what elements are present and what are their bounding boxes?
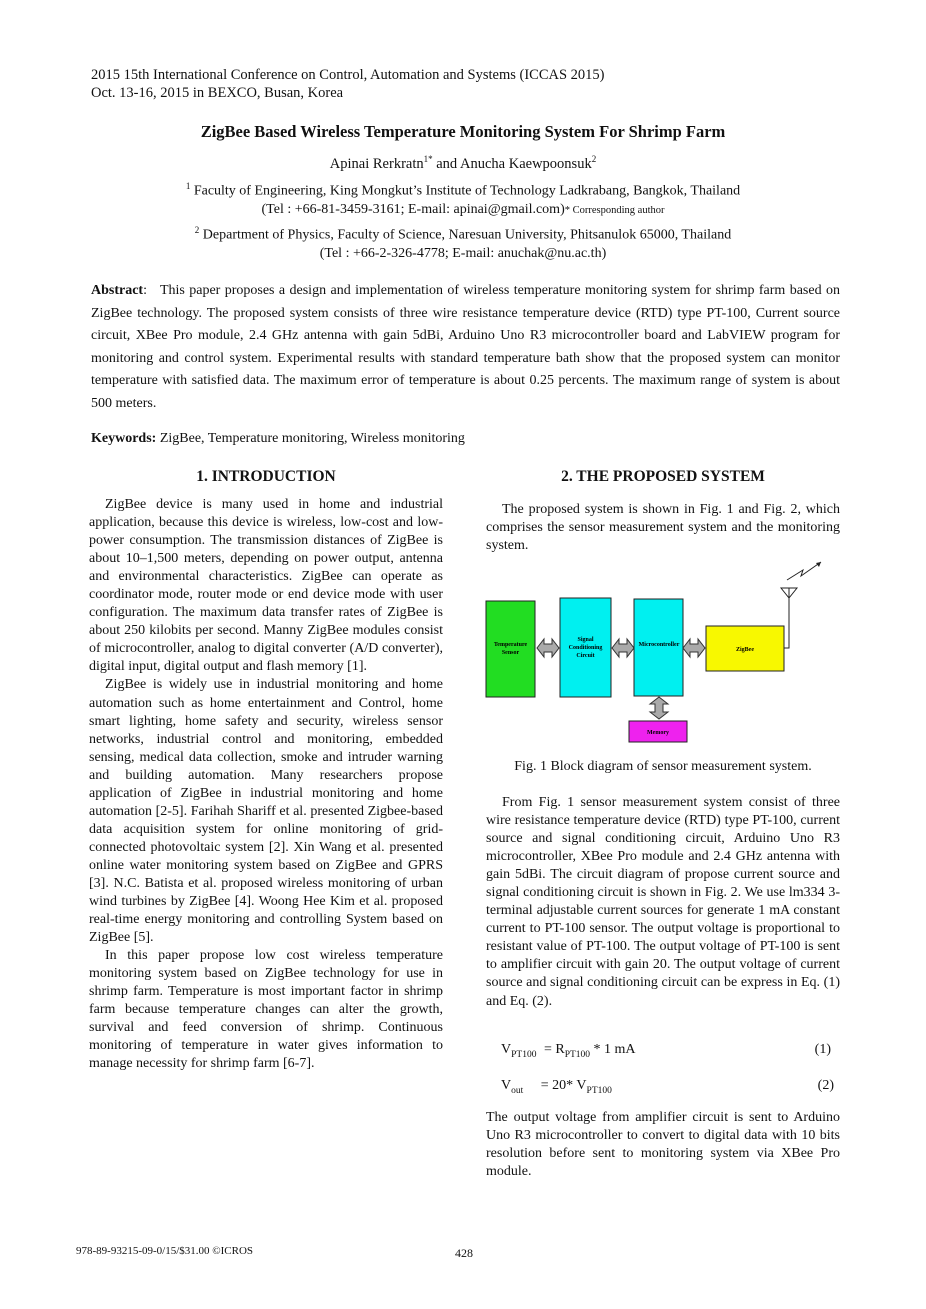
- double-arrow-2: [612, 639, 634, 657]
- section-2-paragraph-1: [486, 501, 840, 555]
- affiliation-2-contact: (Tel : +66-2-326-4778; E-mail: anuchak@nu.ac.th): [319, 245, 607, 261]
- microcontroller-label: Microcontroller: [638, 642, 680, 648]
- proposed-paragraph-1: The proposed system is shown in Fig. 1 and Fig. 2, which comprises the sensor measurement system and the monitoring system.: [486, 502, 840, 554]
- eq2-lhs-sub: out: [511, 1085, 524, 1096]
- abstract-text: : This paper proposes a design and implementation of wireless temperature monitoring system for shrimp farm based on ZigBee technology. The proposed system consists of three wire resistance temperature device (RTD) type PT-100, Current source circuit, XBee Pro module, 2.4 GHz antenna with gain 5dBi, Arduino Uno R3 microcontroller board and LabVIEW program for monitoring and control system. Experimental results with standard temperature bath show that the proposed system can monitor temperature with satisfied data. The maximum error of temperature is about 0.25 percents. The maximum range of system is about 500 meters.: [91, 283, 844, 411]
- section-1-body: [89, 496, 443, 1074]
- intro-paragraph-2: ZigBee is widely use in industrial monitoring and home automation such as home entertainment and Control, home smart lighting, home safety and security, wireless sensor networks, industrial control and monitoring, embedded sensing, medical data collection, smoke and intruder warning and building automation. Many researchers propose application of ZigBee in industrial monitoring and home automation [2-5]. Farihah Shariff et al. presented Zigbee-based data acquisition system for online monitoring of grid-connected photovoltaic system [2]. Xin Wang et al. presented online water monitoring system based on ZigBee and GPRS [3]. N.C. Batista et al. proposed wireless monitoring of urban wind turbines by ZigBee [4]. Woong Hee Kim et al. proposed real-time energy monitoring and controlling System based on ZigBee [5].: [89, 677, 443, 946]
- page-number: 428: [455, 1246, 473, 1260]
- conference-line-1: 2015 15th International Conference on Control, Automation and Systems (ICCAS 2015): [91, 67, 605, 83]
- eq1-mid: = R: [543, 1042, 565, 1057]
- eq1-rhs: * 1 mA: [590, 1042, 636, 1057]
- double-arrow-1: [537, 639, 559, 657]
- section-2-paragraph-3: [486, 1109, 840, 1181]
- corresponding-author-note: * Corresponding author: [564, 205, 665, 217]
- affiliation-1: [0, 177, 926, 201]
- figure-1-caption: Fig. 1 Block diagram of sensor measurement system.: [514, 759, 812, 774]
- temperature-sensor-block: [486, 601, 535, 697]
- keywords-label: Keywords:: [91, 431, 157, 446]
- intro-paragraph-1: ZigBee device is many used in home and industrial application, because this device is wireless, low-cost and low-power consumption. The transmission distances of ZigBee is about 10–1,500 meters, depending on power output, antenna and environmental characteristics. ZigBee can operate as coordinator mode, router mode or end device mode with user configuration. The maximum data transfer rates of ZigBee is about 250 kilobits per second. Manny ZigBee modules consist of microcontroller, analog to digital converter (A/D converter), digital input, digital output and flash memory [1].: [89, 497, 443, 675]
- eq1-lhs-sub: PT100: [511, 1049, 537, 1060]
- paper-title: ZigBee Based Wireless Temperature Monitoring System For Shrimp Farm: [200, 122, 726, 141]
- intro-paragraph-3: In this paper propose low cost wireless temperature monitoring system based on ZigBee technology for use in shrimp farm. Temperature is most important factor in shrimp farm because temperature changes can alter the growth, survival and feed conversion of shrimp. Continuous monitoring of temperature in water gives information to manage necessity for shrimp farm [6-7].: [89, 948, 443, 1072]
- abstract: [91, 280, 844, 416]
- section-2-paragraph-2: [486, 794, 840, 1011]
- equation-1: [501, 1042, 831, 1060]
- affiliation-2-sup: 2: [194, 224, 200, 235]
- double-arrow-3: [683, 639, 705, 657]
- signal-label-2: Conditioning: [568, 645, 603, 651]
- author-1-sup: 1*: [423, 154, 433, 164]
- proposed-paragraph-2: From Fig. 1 sensor measurement system consist of three wire resistance temperature device (RTD) type PT-100, current source and signal conditioning circuit, Arduino Uno R3 microcontroller, XBee Pro module and 2.4 GHz antenna with gain 5dBi. The circuit diagram of propose current source and signal conditioning circuit is shown in Fig. 2. We use lm334 3-terminal adjustable current sources for generate 1 mA constant current to PT-100 sensor. The output voltage is proportional to resistant value of PT-100. The output voltage of PT-100 is sent to amplifier circuit with gain 20. The output voltage of current source and signal conditioning circuit can be express in Eq. (1) and Eq. (2).: [486, 795, 840, 1009]
- eq2-number: (2): [817, 1078, 834, 1093]
- temperature-sensor-label-2: Sensor: [501, 650, 520, 656]
- affiliation-1-contact-text: (Tel : +66-81-3459-3161; E-mail: apinai@gmail.com): [261, 202, 565, 218]
- author-2-sup: 2: [591, 154, 597, 164]
- eq1-mid-sub: PT100: [564, 1049, 591, 1060]
- temperature-sensor-label-1: Temperature: [493, 642, 528, 648]
- affiliation-2: [0, 221, 926, 245]
- author-2: Anucha Kaewpoonsuk: [460, 155, 592, 172]
- affiliation-1-text: Faculty of Engineering, King Mongkut’s Institute of Technology Ladkrabang, Bangkok, Thailand: [190, 183, 741, 199]
- double-arrow-vertical: [650, 697, 668, 719]
- authors: [0, 150, 926, 173]
- affiliations: [0, 177, 926, 263]
- eq1-number: (1): [814, 1042, 831, 1057]
- eq2-mid: = 20* V: [540, 1078, 587, 1093]
- conference-header: [91, 66, 604, 102]
- affiliation-1-sup: 1: [185, 181, 191, 191]
- signal-label-3: Circuit: [576, 653, 595, 659]
- zigbee-label: ZigBee: [736, 647, 754, 653]
- abstract-label: Abstract: [91, 283, 144, 298]
- signal-label-1: Signal: [577, 637, 594, 643]
- affiliation-2-text: Department of Physics, Faculty of Science, Naresuan University, Phitsanulok 65000, Thailand: [199, 227, 732, 243]
- wireless-signal-icon: [787, 562, 821, 580]
- section-2-heading: 2. THE PROPOSED SYSTEM: [561, 468, 765, 485]
- keywords: [91, 431, 465, 447]
- proposed-paragraph-3: The output voltage from amplifier circuit is sent to Arduino Uno R3 microcontroller to convert to digital data with 10 bits resolution before sent to monitoring system via XBee Pro module.: [486, 1110, 840, 1180]
- eq2-mid-sub: PT100: [586, 1085, 612, 1096]
- block-diagram-figure: [480, 558, 840, 748]
- memory-label: Memory: [647, 730, 669, 736]
- conference-line-2: Oct. 13-16, 2015 in BEXCO, Busan, Korea: [91, 85, 344, 101]
- affiliation-1-contact: [0, 201, 926, 221]
- equation-2: [501, 1078, 834, 1096]
- section-1-heading: 1. INTRODUCTION: [196, 468, 336, 485]
- eq2-lhs: V: [501, 1078, 512, 1093]
- eq1-lhs: V: [501, 1042, 512, 1057]
- keywords-text: ZigBee, Temperature monitoring, Wireless monitoring: [156, 431, 465, 446]
- author-and: and: [432, 155, 461, 172]
- author-1: Apinai Rerkratn: [329, 155, 424, 172]
- footer-isbn: 978-89-93215-09-0/15/$31.00 ©ICROS: [76, 1245, 254, 1257]
